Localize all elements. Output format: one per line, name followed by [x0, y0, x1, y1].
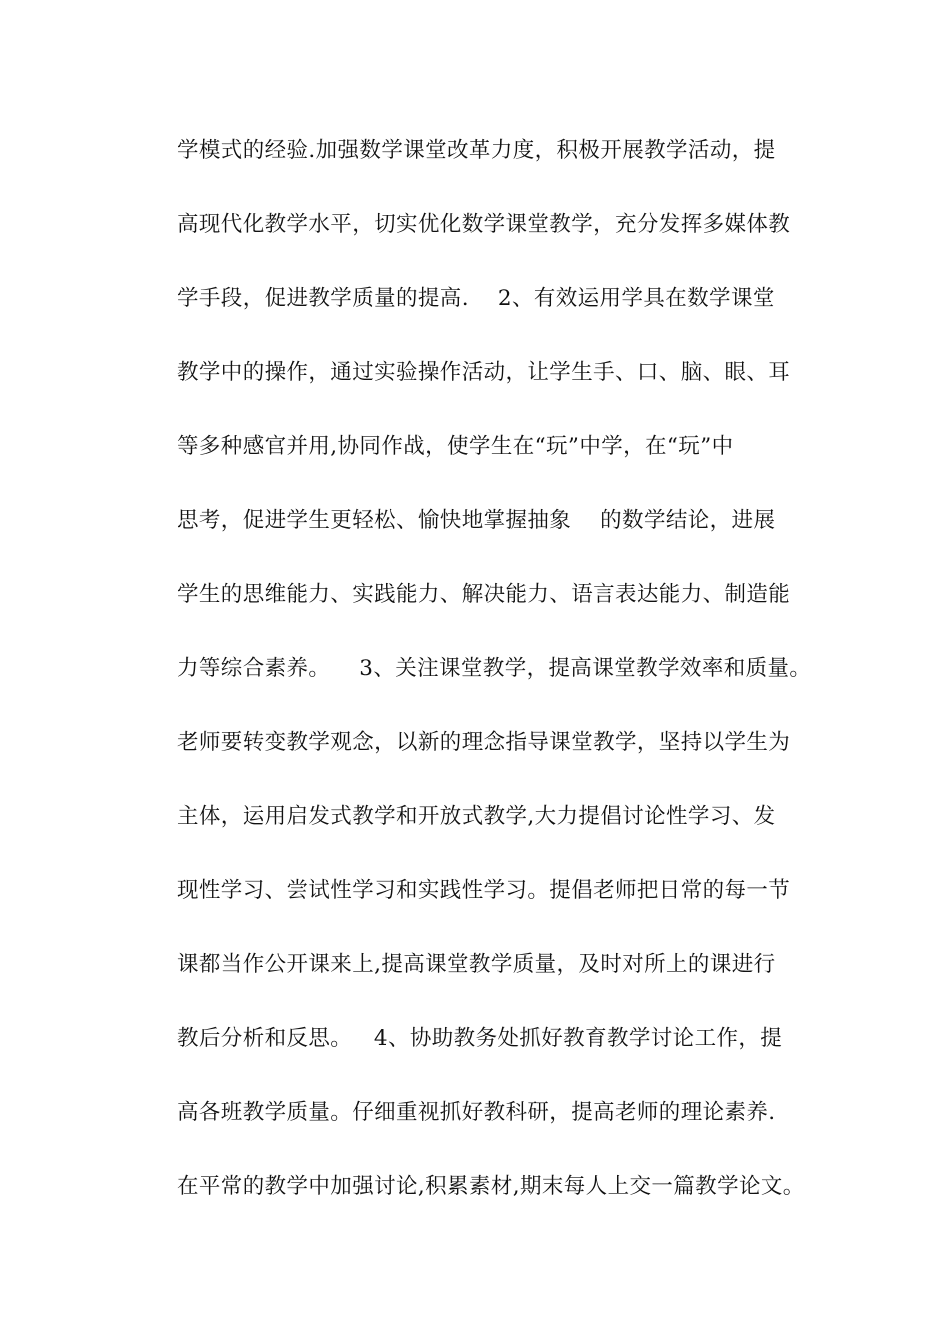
text-line: 高各班教学质量。仔细重视抓好教科研，提高老师的理论素养.	[177, 1100, 776, 1125]
text-line: 学模式的经验.加强数学课堂改革力度，积极开展教学活动，提	[177, 138, 776, 163]
text-line: 在平常的教学中加强讨论,积累素材,期末每人上交一篇教学论文。	[177, 1174, 805, 1199]
text-line: 思考，促进学生更轻松、愉快地掌握抽象 的数学结论，进展	[177, 508, 776, 533]
text-line: 教后分析和反思。 4、协助教务处抓好教育教学讨论工作，提	[177, 1026, 783, 1051]
text-line: 主体，运用启发式教学和开放式教学,大力提倡讨论性学习、发	[177, 804, 776, 829]
text-line: 等多种感官并用,协同作战，使学生在“玩”中学，在“玩”中	[177, 434, 734, 459]
text-line: 课都当作公开课来上,提高课堂教学质量，及时对所上的课进行	[177, 952, 776, 977]
text-line: 学手段，促进教学质量的提高. 2、有效运用学具在数学课堂	[177, 286, 775, 311]
text-line: 学生的思维能力、实践能力、解决能力、语言表达能力、制造能	[177, 582, 791, 607]
text-line: 现性学习、尝试性学习和实践性学习。提倡老师把日常的每一节	[177, 878, 791, 903]
text-line: 老师要转变教学观念，以新的理念指导课堂教学，坚持以学生为	[177, 730, 791, 755]
text-line: 力等综合素养。 3、关注课堂教学，提高课堂教学效率和质量。	[177, 656, 812, 681]
body-text	[177, 131, 827, 1241]
text-line: 高现代化教学水平，切实优化数学课堂教学，充分发挥多媒体教	[177, 212, 791, 237]
text-line: 教学中的操作，通过实验操作活动，让学生手、口、脑、眼、耳	[177, 360, 791, 385]
